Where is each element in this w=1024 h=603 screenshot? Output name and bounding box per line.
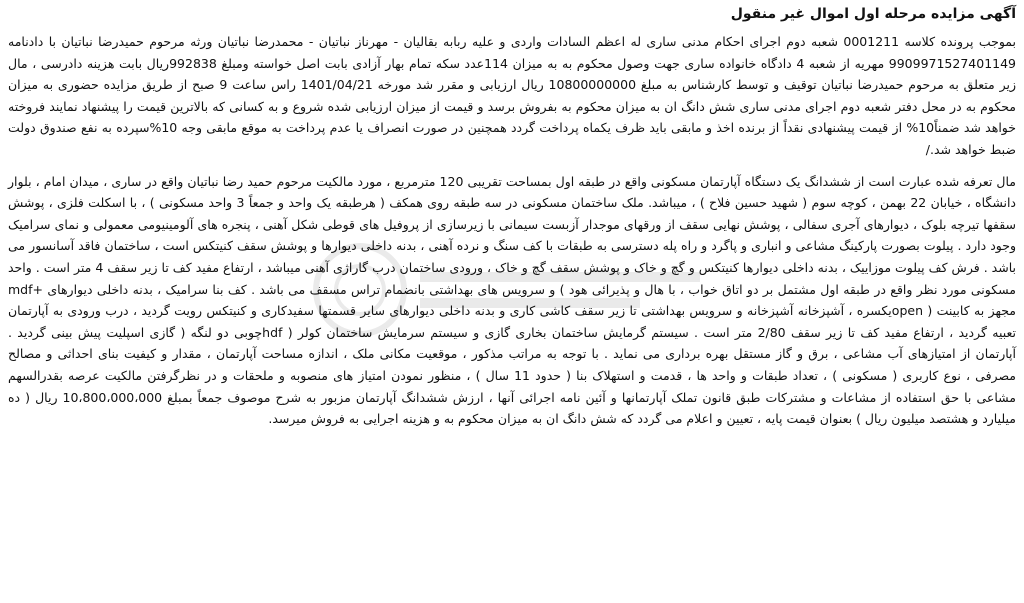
notice-paragraph-property: مال تعرفه شده عبارت است از ششدانگ یک دستگاه آپارتمان مسکونی واقع در طبقه اول بمساحت تقریبی 120 مترمربع ، مورد مالکیت مرحوم حمید رضا نباتیان واقع در ساری ، میدان امام ، بلوار دانشگاه ، خیابان 22 بهمن ، کوچه سوم ( شهید حسین فلاح ) ، میباشد. ملک ساختمان مسکونی در سه طبقه روی همکف ( هرطبقه یک واحد و جمعاً 3 واحد مسکونی ) ، با اسکلت فلزی ، پوشش سقفها تیرچه بلوک ، دیوارهای آجری سفالی ، پوشش نهایی سقف از ورقهای موجدار آزبست سیمانی با زیرسازی از پروفیل های قوطی شکل آهنی ، پنجره های آلومینیومی معمولی و نمای سرامیک وجود دارد . پیلوت بصورت پارکینگ مشاعی و انباری و پاگرد و راه پله دسترسی به طبقات با کف سنگ و نرده آهنی ، بدنه داخلی دیوارها و پوشش سقف کنیتکس است ، ساختمان فاقد آسانسور می باشد . فرش کف پیلوت موزاییک ، بدنه داخلی دیوارها کنیتکس و گچ و خاک و پوشش سقف گچ و خاک ، ورودی ساختمان درب گاراژی آهنی میباشد ، ارتفاع مفید کف تا زیر سقف 4 متر است . واحد مسکونی مورد نظر واقع در طبقه اول مشتمل بر دو اتاق خواب ، با هال و پذیرائی هود ) و سرویس های بهداشتی بانضمام تراس مسقف می باشد . کف بنا سرامیک ، بدنه داخلی دیوارهای +mdf مجهز به کابینت ( openیکسره ، آشپزخانه آشپزخانه و سرویس بهداشتی تا زیر سقف کاشی کاری و بدنه داخلی دیوارهای سایر قسمتها سفیدکاری و کنیتکس رویت گردید ، درب ورودی به آپارتمان تعبیه گردید ، ارتفاع مفید کف تا زیر سقف 2/80 متر است . سیستم گرمایش ساختمان بخاری گازی و سیستم سرمایش ساختمان کولر ( hdfچوبی دو لنگه ( گازی اسپلیت پیش بینی گردید . آپارتمان از امتیازهای آب مشاعی ، برق و گاز مستقل بهره برداری می نماید . با توجه به مراتب مذکور ، موقعیت مکانی ملک ، اندازه مساحت آپارتمان ، مقدار و کیفیت بنای احداثی و مصالح مصرفی ، نوع کاربری ( مسکونی ) ، تعداد طبقات و واحد ها ، قدمت و استهلاک بنا ( حدود 11 سال ) ، منظور نمودن امتیاز های منصوبه و ملحقات و در نظرگرفتن مالکیت عرصه بقدرالسهم مشاعی با حق استفاده از مشاعات و مشترکات طبق قانون تملک آپارتمانها و آئین نامه اجرائی آنها ، ارزش ششدانگ آپارتمان مزبور به شرح موصوف جمعاً بمبلغ 10،800،000،000 ریال ( ده میلیارد و هشتصد میلیون ریال ) بعنوان قیمت پایه ، تعیین و اعلام می گردد که شش دانگ ان به میزان محکوم به و هزینه اجرایی به فروش میرسد. xyxy=(8,173,1017,427)
notice-title: آگهی مزایده مرحله اول اموال غیر منقول xyxy=(730,6,1016,22)
auction-notice xyxy=(8,4,1016,599)
notice-paragraph-case: بموجب پرونده کلاسه 0001211 شعبه دوم اجرای احکام مدنی ساری له اعظم السادات واردی و علیه ربابه بقالیان - مهرناز نباتیان - محمدرضا نباتیان ورثه مرحوم حمیدرضا نباتیان با دادنامه 9909971527401149 مهریه از شعبه 4 دادگاه خانواده ساری جهت وصول محکوم به به میزان 114عدد سکه تمام بهار آزادی بابت اصل خواسته ومبلغ 992838ریال بابت هزینه دادرسی ، مال زیر متعلق به مرحوم حمیدرضا نباتیان توقیف و توسط کارشناس به مبلغ 10800000000 ریال ارزیابی و مقرر شد مورخه 1401/04/21 راس ساعت 9 صبح از طریق مزایده حضوری به میزان محکوم به در محل دفتر شعبه دوم اجرای مدنی ساری شش دانگ ان به میزان محکوم به بفروش برسد و قیمت از میزان ارزیابی شده شروع و به کسانی که بالاترین قیمت را پیشنهاد نمایند فروخته خواهد شد ضمناً10% از قیمت پیشنهادی نقداً از برنده اخذ و مابقی باید ظرف یکماه پرداخت گردد همچنین در صورت انصراف یا عدم پرداخت به موقع مابقی وجه 10%سپرده به نفع صندوق دولت ضبط خواهد شد./ xyxy=(8,34,1017,157)
